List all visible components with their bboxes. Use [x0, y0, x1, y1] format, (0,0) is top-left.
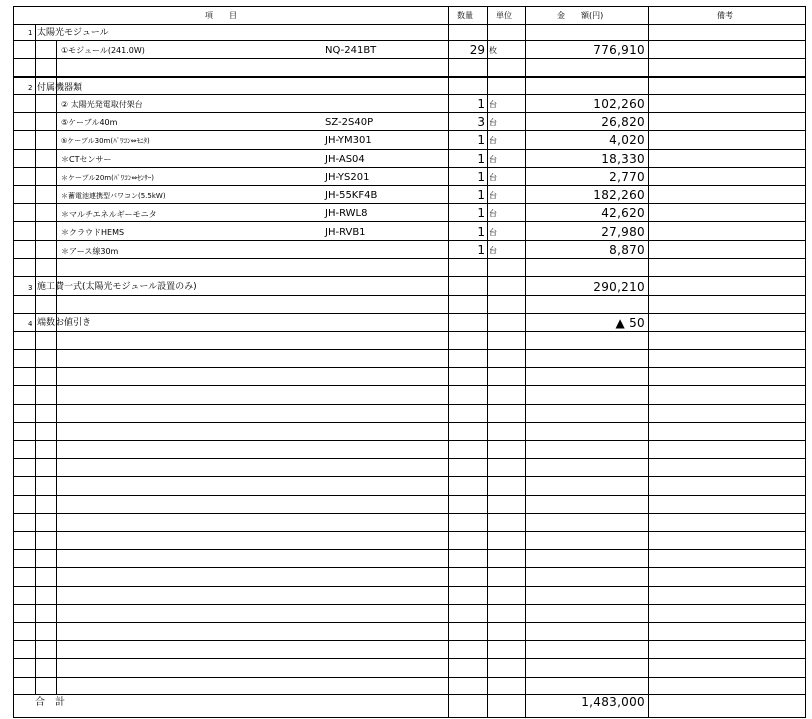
- item-unit: 台: [489, 246, 497, 255]
- row-divider: [13, 549, 805, 550]
- row-divider: [13, 185, 805, 186]
- row-divider: [13, 495, 805, 496]
- section-amount: 290,210: [593, 280, 645, 294]
- section-amount: ▲ 50: [615, 316, 645, 330]
- item-name: ＊アース線30m: [61, 247, 119, 256]
- item-amount: 4,020: [609, 133, 645, 147]
- row-divider: [13, 58, 805, 59]
- row-divider: [13, 604, 805, 605]
- item-amount: 102,260: [593, 97, 645, 111]
- row-divider: [13, 658, 805, 659]
- row-divider: [13, 640, 805, 641]
- row-divider: [13, 40, 805, 41]
- row-divider: [13, 94, 805, 95]
- item-qty: 1: [477, 206, 485, 220]
- item-qty: 3: [477, 115, 485, 129]
- item-name: ＊クラウドHEMS: [61, 228, 125, 237]
- table-border: [13, 717, 806, 718]
- header-item: 項 目: [205, 11, 237, 20]
- row-divider: [13, 677, 805, 678]
- row-divider: [13, 349, 805, 350]
- item-unit: 台: [489, 136, 497, 145]
- item-qty: 1: [477, 97, 485, 111]
- column-divider: [648, 6, 649, 717]
- column-divider: [525, 6, 526, 717]
- header-qty: 数量: [457, 11, 473, 20]
- header-remarks: 備考: [717, 11, 733, 20]
- item-name: ⑤ケーブル30m(ﾊﾟﾜｺﾝ⇔ﾓﾆﾀ): [61, 137, 150, 145]
- row-divider: [13, 240, 805, 241]
- item-name: ② 太陽光発電取付架台: [61, 100, 143, 109]
- item-unit: 台: [489, 191, 497, 200]
- row-divider: [13, 149, 805, 150]
- row-divider: [13, 313, 805, 314]
- item-model: JH-YS201: [325, 172, 370, 183]
- row-divider: [13, 385, 805, 386]
- header-divider: [13, 24, 805, 25]
- section-no: 4: [28, 320, 33, 328]
- total-divider: [13, 694, 805, 695]
- row-divider: [13, 422, 805, 423]
- item-unit: 台: [489, 118, 497, 127]
- row-divider: [13, 130, 805, 131]
- row-divider: [13, 276, 805, 277]
- item-qty: 1: [477, 152, 485, 166]
- row-divider: [13, 567, 805, 568]
- header-unit: 単位: [496, 11, 512, 20]
- item-amount: 8,870: [609, 243, 645, 257]
- item-model: JH-RVB1: [325, 227, 366, 238]
- row-divider: [13, 367, 805, 368]
- section-no: 2: [28, 84, 33, 92]
- header-amount: 金 額(円): [557, 11, 604, 20]
- item-unit: 枚: [489, 46, 497, 55]
- row-divider: [13, 77, 805, 78]
- column-divider: [35, 24, 36, 694]
- row-divider: [13, 221, 805, 222]
- item-model: JH-AS04: [325, 154, 365, 165]
- item-unit: 台: [489, 209, 497, 218]
- item-qty: 1: [477, 133, 485, 147]
- item-name: ＊ケーブル20m(ﾊﾟﾜｺﾝ⇔ｾﾝｻｰ): [61, 174, 154, 182]
- section-title: 端数お値引き: [37, 318, 92, 328]
- row-divider: [13, 440, 805, 441]
- item-model: JH-YM301: [325, 135, 372, 146]
- row-divider: [13, 586, 805, 587]
- table-border: [13, 6, 806, 7]
- item-amount: 26,820: [601, 115, 645, 129]
- item-qty: 29: [469, 43, 485, 57]
- row-divider: [13, 295, 805, 296]
- item-name: ＊マルチエネルギーモニタ: [61, 210, 157, 219]
- item-amount: 2,770: [609, 170, 645, 184]
- item-qty: 1: [477, 188, 485, 202]
- section-title: 太陽光モジュール: [37, 28, 109, 38]
- row-divider: [13, 112, 805, 113]
- column-divider: [487, 6, 488, 717]
- item-name: ⑤ケーブル40m: [61, 118, 118, 127]
- total-amount: 1,483,000: [581, 695, 645, 709]
- item-unit: 台: [489, 155, 497, 164]
- section-no: 3: [28, 284, 33, 292]
- row-divider: [13, 331, 805, 332]
- item-name: ＊蓄電池連携型パワコン(5.5kW): [61, 192, 166, 200]
- item-amount: 42,620: [601, 206, 645, 220]
- section-no: 1: [28, 29, 33, 37]
- column-divider: [448, 6, 449, 717]
- item-amount: 776,910: [593, 43, 645, 57]
- total-label: 合 計: [35, 697, 65, 708]
- item-name: ＊CTセンサー: [61, 155, 112, 164]
- item-name: ①モジュール(241.0W): [61, 46, 145, 55]
- row-divider: [13, 458, 805, 459]
- row-divider: [13, 476, 805, 477]
- section-title: 施工費一式(太陽光モジュール設置のみ): [37, 282, 197, 292]
- item-qty: 1: [477, 225, 485, 239]
- item-qty: 1: [477, 170, 485, 184]
- item-qty: 1: [477, 243, 485, 257]
- row-divider: [13, 258, 805, 259]
- row-divider: [13, 404, 805, 405]
- item-unit: 台: [489, 228, 497, 237]
- item-unit: 台: [489, 173, 497, 182]
- section-title: 付属機器類: [37, 83, 83, 93]
- row-divider: [13, 622, 805, 623]
- row-divider: [13, 531, 805, 532]
- item-model: JH-55KF4B: [325, 190, 378, 201]
- item-model: JH-RWL8: [325, 208, 368, 219]
- row-divider: [13, 203, 805, 204]
- item-amount: 182,260: [593, 188, 645, 202]
- table-border: [805, 6, 806, 718]
- row-divider: [13, 513, 805, 514]
- item-model: SZ-2S40P: [325, 117, 374, 128]
- column-divider: [56, 40, 57, 694]
- item-unit: 台: [489, 100, 497, 109]
- item-amount: 18,330: [601, 152, 645, 166]
- item-model: NQ-241BT: [325, 45, 377, 56]
- row-divider: [13, 167, 805, 168]
- item-amount: 27,980: [601, 225, 645, 239]
